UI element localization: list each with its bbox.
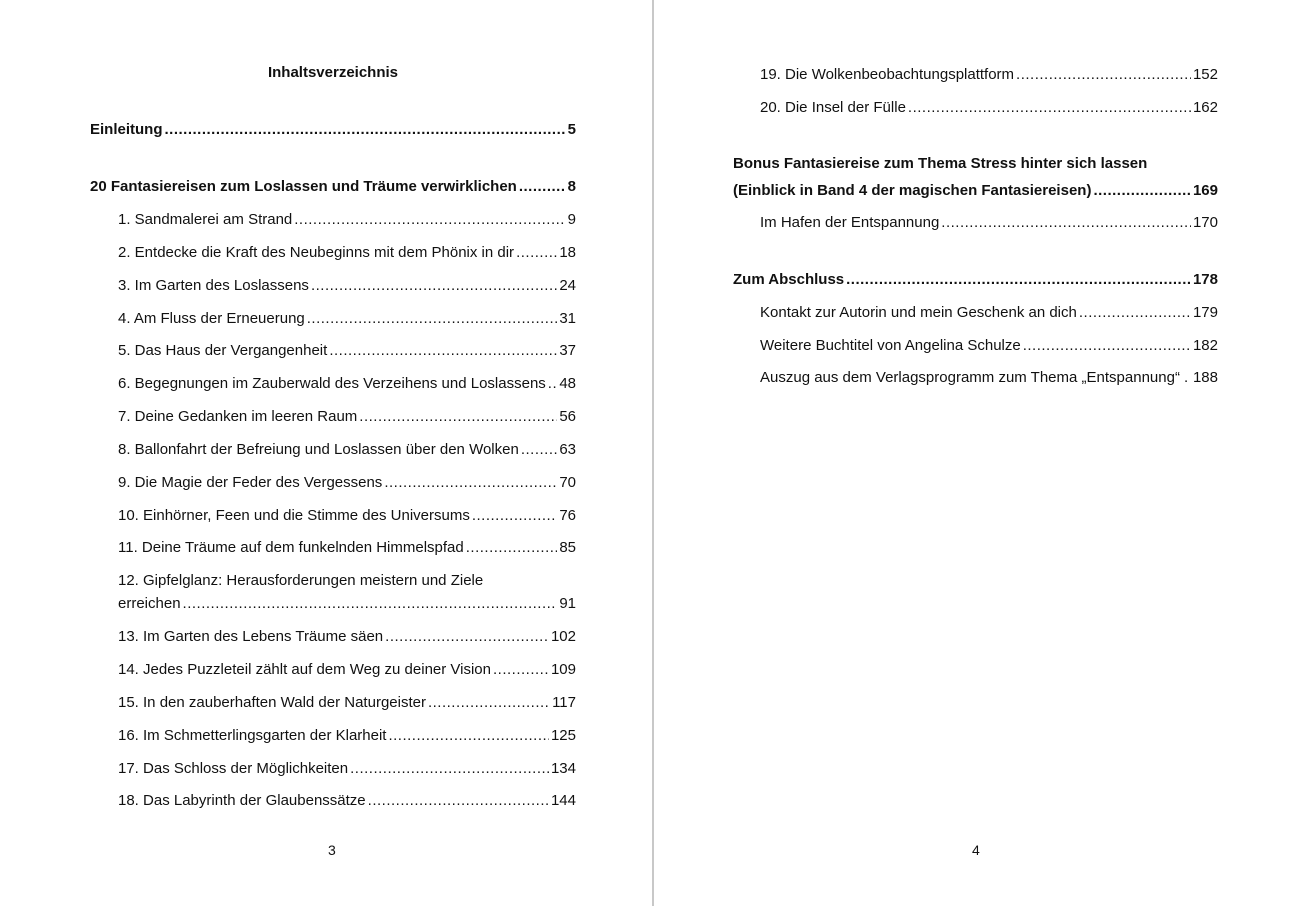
toc-entry-bonus[interactable] xyxy=(733,154,1218,201)
toc-entry-kontakt[interactable] xyxy=(760,303,1218,323)
entry-page: 169 xyxy=(1192,182,1218,199)
entry-page: 102 xyxy=(550,628,576,645)
toc-entry-18[interactable] xyxy=(118,791,576,811)
entry-title: 10. Einhörner, Feen und die Stimme des Universums xyxy=(118,507,470,524)
toc-entry-7[interactable] xyxy=(118,407,576,427)
toc-entry-11[interactable] xyxy=(118,538,576,558)
entry-title: 5. Das Haus der Vergangenheit xyxy=(118,342,328,359)
toc-entry-12[interactable] xyxy=(118,571,576,614)
entry-title: 13. Im Garten des Lebens Träume säen xyxy=(118,628,384,645)
toc-entry-19[interactable] xyxy=(760,65,1218,85)
entry-title: 16. Im Schmetterlingsgarten der Klarheit xyxy=(118,727,387,744)
toc-entry-2[interactable] xyxy=(118,243,576,263)
toc-entry-9[interactable] xyxy=(118,473,576,493)
toc-entry-15[interactable] xyxy=(118,693,576,713)
entry-title: Im Hafen der Entspannung xyxy=(760,214,940,231)
entry-title-line1: Bonus Fantasiereise zum Thema Stress hinter sich lassen xyxy=(733,155,1148,172)
entry-title: 20 Fantasiereisen zum Loslassen und Träume verwirklichen xyxy=(90,178,517,195)
entry-title: 2. Entdecke die Kraft des Neubeginns mit dem Phönix in dir xyxy=(118,244,515,261)
toc-entry-einleitung[interactable] xyxy=(90,120,576,140)
entry-page: 37 xyxy=(559,342,576,359)
entry-title: Zum Abschluss xyxy=(733,271,845,288)
entry-page: 63 xyxy=(559,441,576,458)
toc-entry-10[interactable] xyxy=(118,506,576,526)
toc-entry-1[interactable] xyxy=(118,210,576,230)
entry-title: 14. Jedes Puzzleteil zählt auf dem Weg zu deiner Vision xyxy=(118,661,491,678)
entry-page: 76 xyxy=(559,507,576,524)
toc-entry-17[interactable] xyxy=(118,759,576,779)
toc-title: Inhaltsverzeichnis xyxy=(267,64,399,81)
entry-page: 85 xyxy=(559,539,576,556)
entry-page: 48 xyxy=(559,375,576,392)
toc-entry-bonus-item[interactable] xyxy=(760,213,1218,233)
entry-title: 8. Ballonfahrt der Befreiung und Loslassen über den Wolken xyxy=(118,441,519,458)
entry-title: 11. Deine Träume auf dem funkelnden Himmelspfad xyxy=(118,539,464,556)
entry-page: 5 xyxy=(567,121,576,138)
toc-entry-20[interactable] xyxy=(760,98,1218,118)
entry-title: 17. Das Schloss der Möglichkeiten xyxy=(118,760,349,777)
toc-entry-3[interactable] xyxy=(118,276,576,296)
entry-page: 182 xyxy=(1192,337,1218,354)
toc-entry-4[interactable] xyxy=(118,309,576,329)
entry-page: 162 xyxy=(1192,99,1218,116)
entry-page: 170 xyxy=(1192,214,1218,231)
entry-page: 117 xyxy=(552,694,576,711)
page-number: 3 xyxy=(328,842,336,858)
toc-entry-14[interactable] xyxy=(118,660,576,680)
entry-page: 18 xyxy=(559,244,576,261)
entry-title: 20. Die Insel der Fülle xyxy=(760,99,906,116)
entry-page: 70 xyxy=(559,474,576,491)
entry-page: 8 xyxy=(567,178,576,195)
entry-title: Einleitung xyxy=(90,121,163,138)
entry-title: 1. Sandmalerei am Strand xyxy=(118,211,293,228)
toc-entry-13[interactable] xyxy=(118,627,576,647)
right-page xyxy=(654,0,1308,906)
entry-title: Weitere Buchtitel von Angelina Schulze xyxy=(760,337,1021,354)
page-number: 4 xyxy=(972,842,980,858)
entry-title: Auszug aus dem Verlagsprogramm zum Thema „Entspannung“ xyxy=(760,369,1180,386)
entry-title: 7. Deine Gedanken im leeren Raum xyxy=(118,408,358,425)
toc-entry-buchtitel[interactable] xyxy=(760,336,1218,356)
entry-page: 125 xyxy=(550,727,576,744)
entry-title: 6. Begegnungen im Zauberwald des Verzeihens und Loslassens xyxy=(118,375,546,392)
entry-page: 9 xyxy=(567,211,576,228)
entry-title: Kontakt zur Autorin und mein Geschenk an dich xyxy=(760,304,1077,321)
toc-entry-abschluss[interactable] xyxy=(733,270,1218,290)
entry-page: 24 xyxy=(559,277,576,294)
entry-page: 188 xyxy=(1192,369,1218,386)
entry-title: 15. In den zauberhaften Wald der Naturgeister xyxy=(118,694,426,711)
toc-entry-section[interactable] xyxy=(90,177,576,197)
entry-title: 9. Die Magie der Feder des Vergessens xyxy=(118,474,383,491)
entry-title: 19. Die Wolkenbeobachtungsplattform xyxy=(760,66,1015,83)
entry-page: 134 xyxy=(550,760,576,777)
entry-page: 152 xyxy=(1192,66,1218,83)
entry-title: 4. Am Fluss der Erneuerung xyxy=(118,310,305,327)
entry-title-line2: (Einblick in Band 4 der magischen Fantasiereisen) xyxy=(733,182,1092,199)
left-page xyxy=(0,0,652,906)
entry-page: 179 xyxy=(1192,304,1218,321)
entry-title: 3. Im Garten des Loslassens xyxy=(118,277,309,294)
entry-page: 91 xyxy=(559,595,576,612)
entry-page: 144 xyxy=(550,792,576,809)
entry-page: 109 xyxy=(550,661,576,678)
toc-entry-6[interactable] xyxy=(118,374,576,394)
toc-entry-5[interactable] xyxy=(118,341,576,361)
toc-entry-verlagsprogramm[interactable] xyxy=(760,368,1218,388)
entry-title: 18. Das Labyrinth der Glaubenssätze xyxy=(118,792,366,809)
entry-page: 56 xyxy=(559,408,576,425)
entry-title-line1: 12. Gipfelglanz: Herausforderungen meistern und Ziele xyxy=(118,572,484,589)
entry-page: 178 xyxy=(1192,271,1218,288)
toc-entry-8[interactable] xyxy=(118,440,576,460)
toc-entry-16[interactable] xyxy=(118,726,576,746)
entry-page: 31 xyxy=(559,310,576,327)
entry-title-line2: erreichen xyxy=(118,595,181,612)
